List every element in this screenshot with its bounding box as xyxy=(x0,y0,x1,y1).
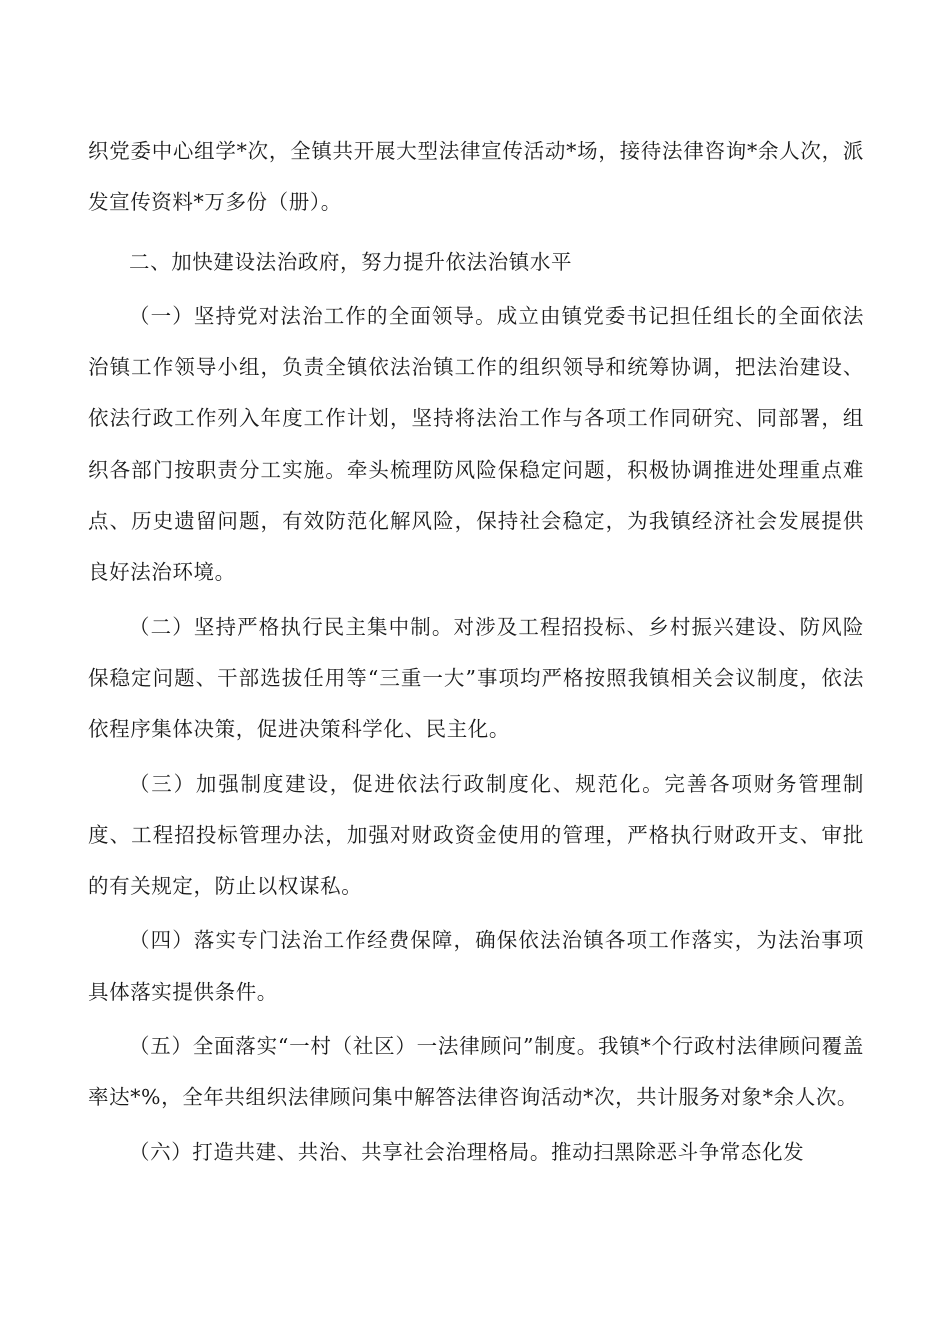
paragraph-item-4: （四）落实专门法治工作经费保障，确保依法治镇各项工作落实，为法治事项具体落实提供条件。 xyxy=(88,928,864,1004)
paragraph-item-6: （六）打造共建、共治、共享社会治理格局。推动扫黑除恶斗争常态化发 xyxy=(129,1139,805,1164)
document-body xyxy=(88,126,864,1178)
paragraph-continued: 织党委中心组学*次，全镇共开展大型法律宣传活动*场，接待法律咨询*余人次，派发宣传资料*万多份（册）。 xyxy=(88,139,864,215)
paragraph-item-5: （五）全面落实“一村（社区）一法律顾问”制度。我镇*个行政村法律顾问覆盖率达*%，全年共组织法律顾问集中解答法律咨询活动*次，共计服务对象*余人次。 xyxy=(88,1034,864,1110)
paragraph-item-2: （二）坚持严格执行民主集中制。对涉及工程招投标、乡村振兴建设、防风险保稳定问题、干部选拔任用等“三重一大”事项均严格按照我镇相关会议制度，依法依程序集体决策，促进决策科学化、民主化。 xyxy=(88,614,864,742)
paragraph-item-3: （三）加强制度建设，促进依法行政制度化、规范化。完善各项财务管理制度、工程招投标管理办法，加强对财政资金使用的管理，严格执行财政开支、审批的有关规定，防止以权谋私。 xyxy=(88,771,864,899)
section-heading: 二、加快建设法治政府，努力提升依法治镇水平 xyxy=(129,249,573,274)
paragraph-item-1: （一）坚持党对法治工作的全面领导。成立由镇党委书记担任组长的全面依法治镇工作领导小组，负责全镇依法治镇工作的组织领导和统筹协调，把法治建设、依法行政工作列入年度工作计划，坚持将法治工作与各项工作同研究、同部署，组织各部门按职责分工实施。牵头梳理防风险保稳定问题，积极协调推进处理重点难点、历史遗留问题，有效防范化解风险，保持社会稳定，为我镇经济社会发展提供良好法治环境。 xyxy=(88,303,864,585)
